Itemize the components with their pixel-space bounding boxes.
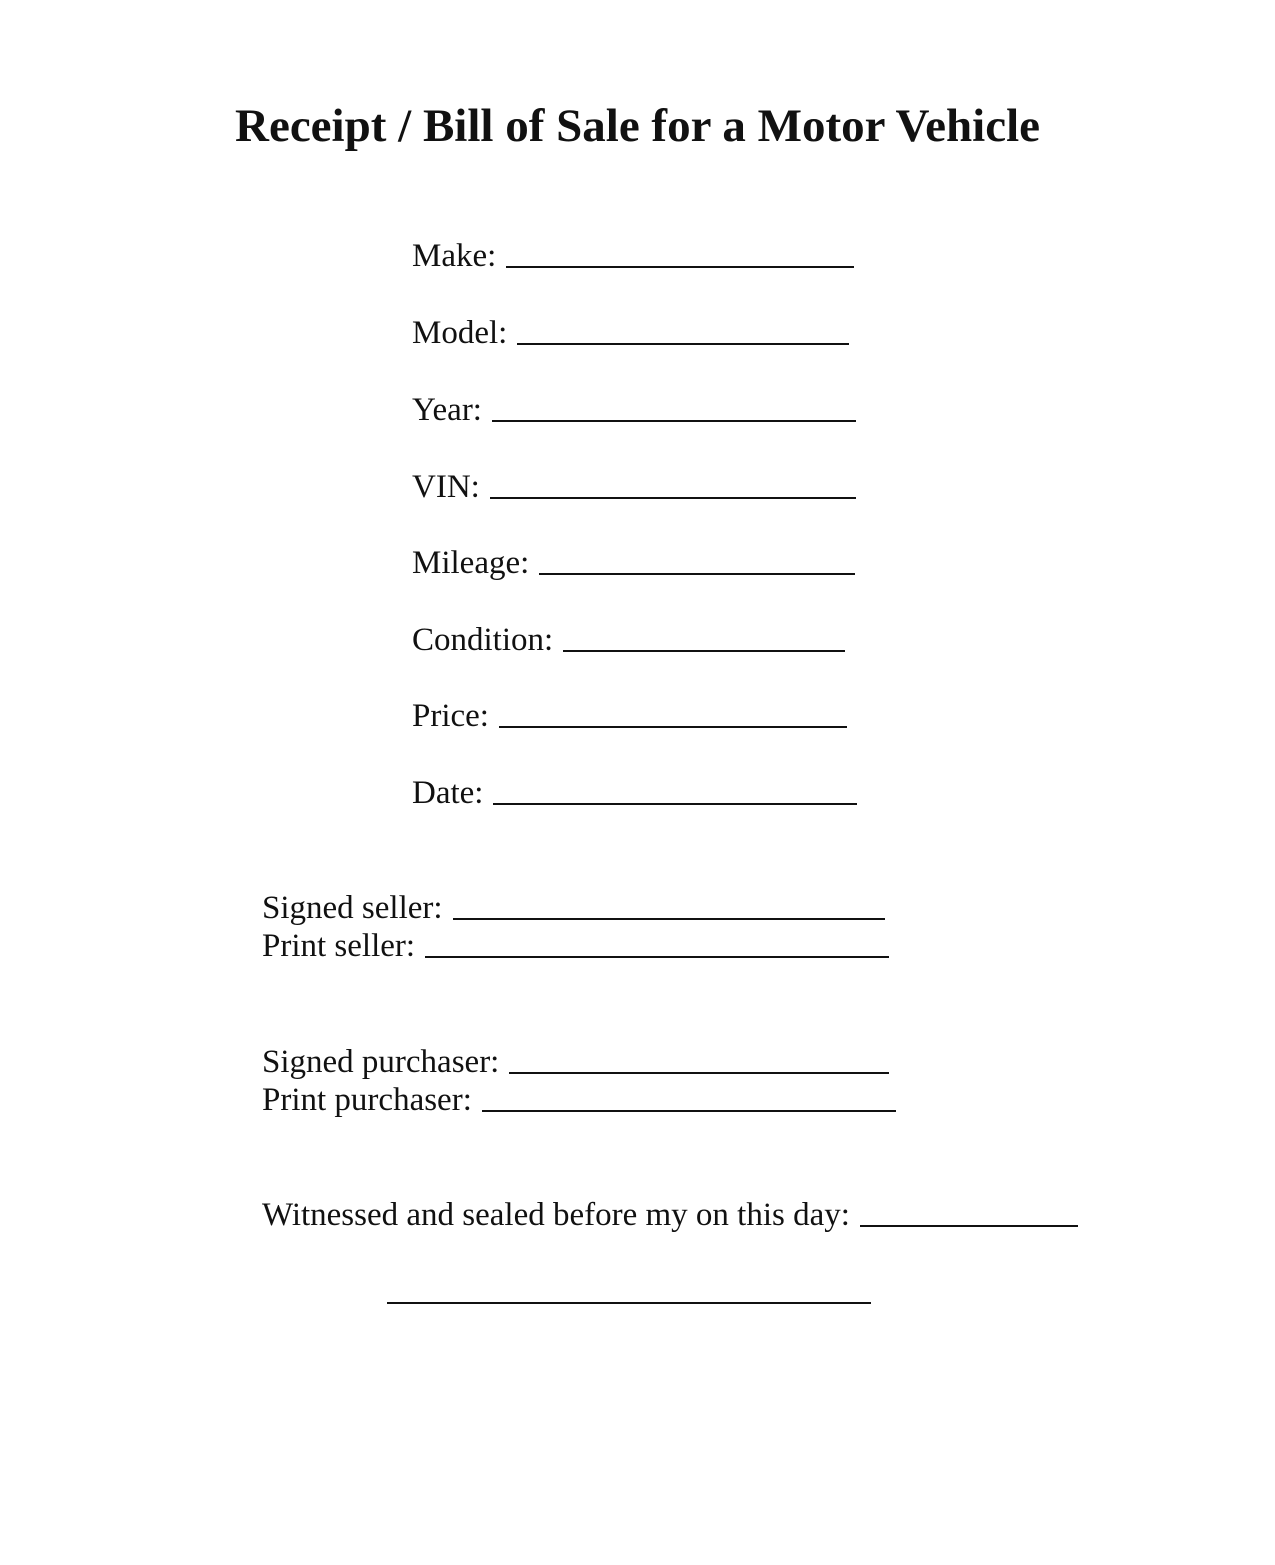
print-seller-label: Print seller: — [262, 928, 416, 964]
page-title: Receipt / Bill of Sale for a Motor Vehicle — [235, 100, 1040, 152]
condition-label: Condition: — [412, 622, 554, 658]
print-purchaser-label: Print purchaser: — [262, 1082, 472, 1118]
price-field — [412, 696, 847, 736]
price-blank[interactable] — [499, 726, 847, 728]
price-label: Price: — [412, 698, 489, 734]
make-label: Make: — [412, 238, 497, 274]
print-purchaser-blank[interactable] — [482, 1110, 896, 1112]
mileage-label: Mileage: — [412, 545, 530, 581]
condition-blank[interactable] — [563, 650, 845, 652]
witness-field — [262, 1195, 1078, 1235]
witness-signature-line[interactable] — [387, 1302, 871, 1304]
signed-seller-field — [262, 888, 885, 928]
year-label: Year: — [412, 392, 482, 428]
vin-label: VIN: — [412, 469, 480, 505]
model-label: Model: — [412, 315, 508, 351]
signed-purchaser-field — [262, 1042, 889, 1082]
date-field — [412, 773, 857, 813]
mileage-field — [412, 543, 855, 583]
print-purchaser-field — [262, 1080, 896, 1120]
signed-seller-label: Signed seller: — [262, 890, 443, 926]
signed-purchaser-label: Signed purchaser: — [262, 1044, 500, 1080]
vin-blank[interactable] — [490, 497, 856, 499]
witness-label: Witnessed and sealed before my on this day: — [262, 1197, 850, 1233]
year-blank[interactable] — [492, 420, 856, 422]
print-seller-field — [262, 926, 889, 966]
vin-field — [412, 467, 856, 507]
mileage-blank[interactable] — [539, 573, 855, 575]
date-label: Date: — [412, 775, 484, 811]
make-field — [412, 236, 854, 276]
model-blank[interactable] — [517, 343, 849, 345]
signed-purchaser-blank[interactable] — [509, 1072, 889, 1074]
make-blank[interactable] — [506, 266, 854, 268]
signed-seller-blank[interactable] — [453, 918, 885, 920]
condition-field — [412, 620, 845, 660]
model-field — [412, 313, 849, 353]
date-blank[interactable] — [493, 803, 857, 805]
print-seller-blank[interactable] — [425, 956, 889, 958]
year-field — [412, 390, 856, 430]
witness-date-blank[interactable] — [860, 1225, 1078, 1227]
